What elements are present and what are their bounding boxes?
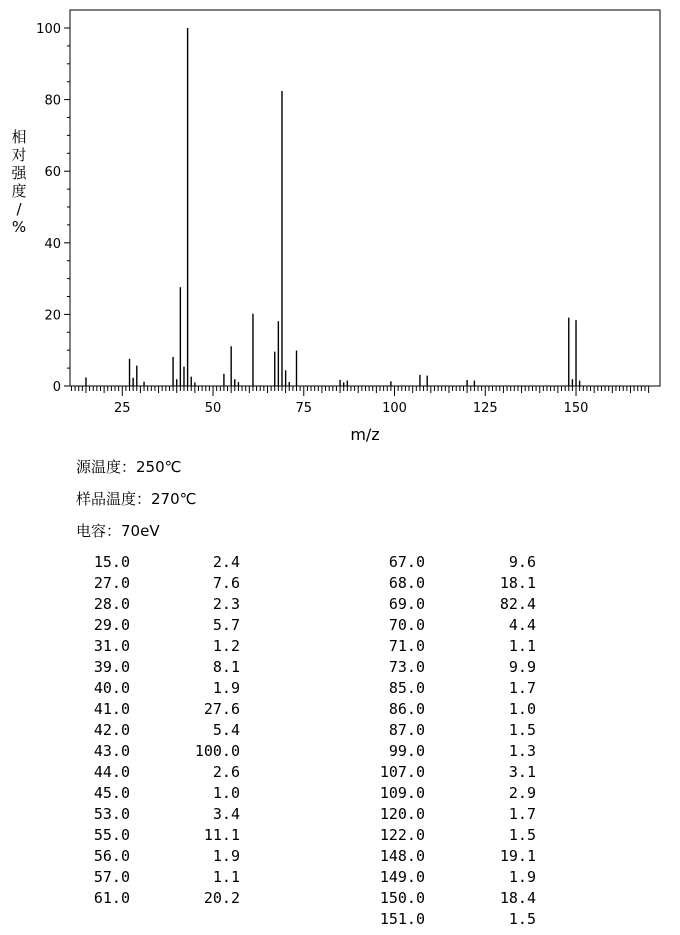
peak-mz: 39.0 [93, 658, 130, 676]
peak-mz: 85.0 [388, 679, 425, 697]
peak-mz: 70.0 [388, 616, 425, 634]
peak-row [0, 720, 260, 741]
source-temperature: 源温度：250℃ [76, 458, 182, 476]
peak-abundance: 27.6 [203, 700, 240, 718]
peak-abundance: 1.1 [212, 868, 240, 886]
peak-mz: 109.0 [379, 784, 425, 802]
peak-abundance: 20.2 [203, 889, 240, 907]
peak-abundance: 4.4 [508, 616, 536, 634]
peak-mz: 55.0 [93, 826, 130, 844]
peak-mz: 56.0 [93, 847, 130, 865]
peak-abundance: 8.1 [212, 658, 240, 676]
peak-mz: 53.0 [93, 805, 130, 823]
peak-row [300, 594, 560, 615]
peak-row [0, 867, 260, 888]
peak-abundance: 18.4 [499, 889, 536, 907]
peak-abundance: 3.4 [212, 805, 240, 823]
peak-abundance: 1.5 [508, 910, 536, 928]
peak-mz: 43.0 [93, 742, 130, 760]
peak-abundance: 3.1 [508, 763, 536, 781]
peak-row [0, 699, 260, 720]
peak-row [300, 804, 560, 825]
peak-mz: 148.0 [379, 847, 425, 865]
peak-row [0, 678, 260, 699]
peak-row [0, 741, 260, 762]
peak-row [300, 762, 560, 783]
peak-row [300, 825, 560, 846]
peak-row [0, 615, 260, 636]
peak-row [300, 657, 560, 678]
peak-abundance: 1.9 [508, 868, 536, 886]
peak-abundance: 9.6 [508, 553, 536, 571]
y-tick-label: 80 [44, 93, 61, 109]
peak-abundance: 2.3 [212, 595, 240, 613]
peak-row [300, 741, 560, 762]
y-axis-label-char: 强 [11, 164, 27, 182]
peak-mz: 29.0 [93, 616, 130, 634]
peak-abundance: 9.9 [508, 658, 536, 676]
peak-row [300, 552, 560, 573]
x-tick-label: 75 [295, 401, 313, 416]
peak-row [300, 888, 560, 909]
peak-abundance: 19.1 [499, 847, 536, 865]
peak-abundance: 18.1 [499, 574, 536, 592]
ionization-energy: 电容：70eV [76, 522, 160, 540]
peak-row [300, 867, 560, 888]
peak-abundance: 1.5 [508, 721, 536, 739]
y-tick-label: 0 [52, 380, 61, 395]
peak-row [0, 762, 260, 783]
x-axis [71, 386, 648, 416]
peak-mz: 61.0 [93, 889, 130, 907]
peak-mz: 31.0 [93, 637, 130, 655]
peak-mz: 86.0 [388, 700, 425, 718]
peak-abundance: 1.7 [508, 805, 536, 823]
y-axis-label-char: 相 [11, 128, 27, 146]
y-axis-label-char: % [11, 218, 27, 236]
x-axis-label: m/z [350, 425, 380, 444]
y-tick-label: 100 [36, 22, 61, 37]
peak-row [0, 804, 260, 825]
peak-row [0, 888, 260, 909]
peak-row [0, 636, 260, 657]
peak-abundance: 11.1 [203, 826, 240, 844]
peak-mz: 150.0 [379, 889, 425, 907]
peak-mz: 151.0 [379, 910, 425, 928]
peak-mz: 99.0 [388, 742, 425, 760]
peak-mz: 68.0 [388, 574, 425, 592]
mass-spectrum-chart [0, 0, 680, 450]
peak-mz: 122.0 [379, 826, 425, 844]
peak-row [300, 720, 560, 741]
peak-abundance: 5.4 [212, 721, 240, 739]
peak-mz: 71.0 [388, 637, 425, 655]
x-tick-label: 150 [563, 401, 589, 416]
y-axis-label-char: 对 [11, 146, 27, 164]
peak-row [300, 573, 560, 594]
peak-mz: 45.0 [93, 784, 130, 802]
y-axis-label-char: 度 [11, 182, 27, 200]
peak-abundance: 1.0 [508, 700, 536, 718]
peak-mz: 107.0 [379, 763, 425, 781]
peak-mz: 73.0 [388, 658, 425, 676]
peak-row [0, 552, 260, 573]
x-tick-label: 50 [204, 401, 222, 416]
peak-row [0, 573, 260, 594]
peak-row [300, 699, 560, 720]
peak-table-right [300, 552, 560, 930]
peak-mz: 27.0 [93, 574, 130, 592]
peak-abundance: 1.2 [212, 637, 240, 655]
peak-row [300, 615, 560, 636]
peak-row [300, 783, 560, 804]
peak-mz: 41.0 [93, 700, 130, 718]
peak-mz: 149.0 [379, 868, 425, 886]
peak-row [0, 825, 260, 846]
peak-abundance: 1.1 [508, 637, 536, 655]
peak-row [300, 678, 560, 699]
y-axis-label [11, 128, 27, 236]
peak-mz: 42.0 [93, 721, 130, 739]
peak-abundance: 1.3 [508, 742, 536, 760]
x-tick-label: 25 [113, 401, 131, 416]
sample-temperature: 样品温度：270℃ [76, 490, 197, 508]
peak-bars [86, 28, 580, 386]
peak-row [0, 594, 260, 615]
y-tick-label: 20 [44, 308, 61, 324]
peak-abundance: 1.0 [212, 784, 240, 802]
peak-mz: 87.0 [388, 721, 425, 739]
peak-mz: 69.0 [388, 595, 425, 613]
peak-mz: 120.0 [379, 805, 425, 823]
peak-abundance: 1.9 [212, 679, 240, 697]
peak-table-left [0, 552, 260, 909]
peak-abundance: 7.6 [212, 574, 240, 592]
x-tick-label: 125 [472, 401, 498, 416]
peak-abundance: 1.7 [508, 679, 536, 697]
peak-mz: 44.0 [93, 763, 130, 781]
peak-row [0, 846, 260, 867]
y-axis-label-char: / [16, 200, 22, 218]
peak-row [0, 783, 260, 804]
peak-mz: 67.0 [388, 553, 425, 571]
peak-mz: 15.0 [93, 553, 130, 571]
x-tick-label: 100 [382, 401, 407, 416]
peak-abundance: 2.6 [212, 763, 240, 781]
peak-mz: 40.0 [93, 679, 130, 697]
peak-abundance: 2.4 [212, 553, 240, 571]
peak-abundance: 100.0 [194, 742, 240, 760]
peak-row [300, 636, 560, 657]
plot-frame [70, 10, 660, 386]
peak-abundance: 1.5 [508, 826, 536, 844]
peak-abundance: 2.9 [508, 784, 536, 802]
peak-abundance: 82.4 [499, 595, 536, 613]
y-tick-label: 60 [44, 165, 61, 181]
y-tick-label: 40 [44, 236, 61, 252]
peak-row [300, 846, 560, 867]
peak-abundance: 1.9 [212, 847, 240, 865]
peak-mz: 57.0 [93, 868, 130, 886]
peak-row [300, 909, 560, 930]
peak-row [0, 657, 260, 678]
peak-mz: 28.0 [93, 595, 130, 613]
y-axis [36, 22, 70, 395]
peak-abundance: 5.7 [212, 616, 240, 634]
